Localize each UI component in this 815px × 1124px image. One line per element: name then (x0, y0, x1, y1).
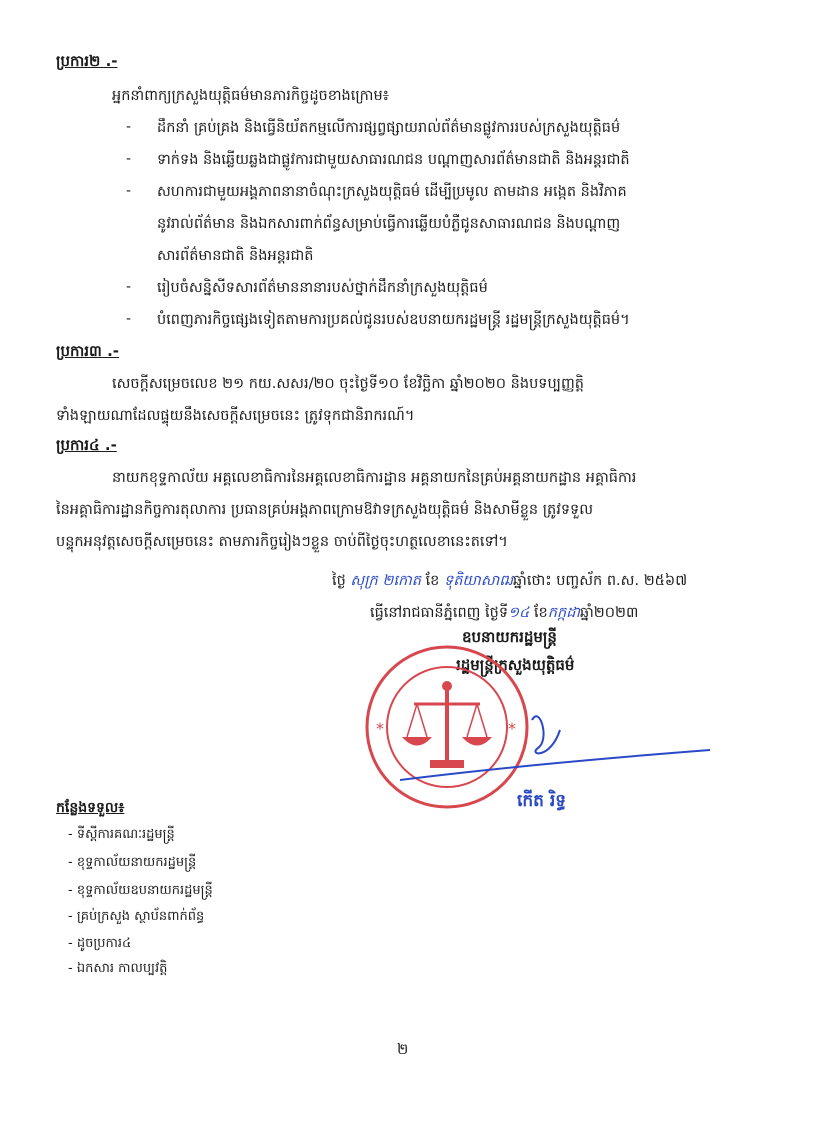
article-2-item-2: ទាក់ទង និងឆ្លើយឆ្លងជាផ្លូវការជាមួយសាធារណជន បណ្តាញសារព័ត៌មានជាតិ និងអន្តរជាតិ (157, 152, 630, 168)
signature-title-2: រដ្ឋមន្ត្រីក្រសួងយុត្តិធម៌ (456, 656, 575, 674)
bullet-dash: - (126, 183, 132, 199)
article-4-title: ប្រការ៤ .- (56, 436, 117, 454)
recipient-item: - គ្រប់ក្រសួង ស្ថាប័នពាក់ព័ន្ធ (68, 909, 205, 924)
solar-day-handwritten: ១៤ (508, 605, 530, 621)
solar-suffix: ឆ្នាំ២០២៣ (579, 605, 639, 621)
lunar-num-handwritten: ២កោត (382, 573, 421, 589)
article-2-item-4: រៀបចំសន្និសីទសារព័ត៌មាននានារបស់ថ្នាក់ដឹកនាំក្រសួងយុត្តិធម៌ (157, 280, 488, 296)
article-3-line-2: ទាំងឡាយណាដែលផ្ទុយនឹងសេចក្តីសម្រេចនេះ ត្រូវទុកជានិរាករណ៍។ (56, 408, 415, 424)
lunar-month-label: ខែ (425, 573, 440, 589)
solar-prefix: ធ្វើនៅរាជធានីភ្នំពេញ ថ្ងៃទី (370, 605, 509, 621)
signature-title-1: ឧបនាយករដ្ឋមន្ត្រី (462, 628, 557, 646)
recipient-item: - ដូចប្រការ៤ (68, 936, 132, 951)
article-2-item-1: ដឹកនាំ គ្រប់គ្រង និងធ្វើនិយ័តកម្មលើការផ្សព្វផ្សាយរាល់ព័ត៌មានផ្លូវការរបស់ក្រសួងយុត្តិធម៌ (157, 120, 621, 136)
signatory-name: កើត រិទ្ធ (517, 791, 567, 811)
solar-month-label: ខែ (533, 605, 548, 621)
article-2-item-3-line-1: សហការជាមួយអង្គភាពនានាចំណុះក្រសួងយុត្តិធម៌ ដើម្បីប្រមូល តាមដាន អង្កេត និងវិភាគ (157, 184, 627, 200)
lunar-date-line (332, 565, 687, 597)
recipient-item: - ឯកសារ កាលប្បវត្តិ (68, 961, 168, 976)
article-2-item-3-line-3: សារព័ត៌មានជាតិ និងអន្តរជាតិ (157, 248, 314, 264)
bullet-dash: - (126, 151, 132, 167)
bullet-dash: - (126, 279, 132, 295)
lunar-month-handwritten: ទុតិយាសាឍ (444, 573, 514, 589)
article-2-item-5: បំពេញភារកិច្ចផ្សេងទៀតតាមការប្រគល់ជូនរបស់ឧបនាយករដ្ឋមន្ត្រី រដ្ឋមន្ត្រីក្រសួងយុត្តិធម៌។ (157, 312, 630, 328)
article-2-intro: អ្នកនាំពាក្យក្រសួងយុត្តិធម៌មានភារកិច្ចដូចខាងក្រោម៖ (112, 88, 390, 104)
recipient-item: - ខុទ្ទកាល័យនាយករដ្ឋមន្ត្រី (68, 855, 197, 870)
recipient-item: - ទីស្តីការគណៈរដ្ឋមន្ត្រី (68, 827, 175, 842)
lunar-suffix: ឆ្នាំថោះ បញ្ចស័ក ព.ស. ២៥៦៧ (513, 573, 688, 589)
article-4-line-1: នាយកខុទ្ទកាល័យ អគ្គលេខាធិការនៃអគ្គលេខាធិការដ្ឋាន អគ្គនាយកនៃគ្រប់អគ្គនាយកដ្ឋាន អគ្គាធិការ (112, 470, 637, 486)
recipients-title: កន្លែងទទួល៖ (56, 800, 125, 816)
article-4-line-3: បន្ទុកអនុវត្តសេចក្តីសម្រេចនេះ តាមភារកិច្ចរៀងៗខ្លួន ចាប់ពីថ្ងៃចុះហត្ថលេខានេះតទៅ។ (56, 534, 508, 550)
article-4-line-2: នៃអគ្គាធិការដ្ឋានកិច្ចការតុលាការ ប្រធានគ្រប់អង្គភាពក្រោមឱវាទក្រសួងយុត្តិធម៌ និងសាមីខ្លួន ត្រូវទទួល (56, 502, 594, 518)
lunar-day-handwritten: សុក្រ (350, 573, 378, 589)
page-number: ២ (397, 1040, 409, 1058)
bullet-dash: - (126, 119, 132, 135)
article-3-title: ប្រការ៣ .- (56, 342, 119, 360)
solar-month-handwritten: កក្កដា (547, 605, 580, 621)
bullet-dash: - (126, 311, 132, 327)
article-2-title: ប្រការ២ .- (56, 52, 118, 70)
recipient-item: - ខុទ្ទកាល័យឧបនាយករដ្ឋមន្ត្រី (68, 883, 213, 898)
article-2-item-3-line-2: នូវរាល់ព័ត៌មាន និងឯកសារពាក់ព័ន្ធសម្រាប់ធ្វើការឆ្លើយបំភ្លឺជូនសាធារណជន និងបណ្តាញ (157, 216, 621, 232)
article-3-line-1: សេចក្តីសម្រេចលេខ ២១ កយ.សសរ/២០ ចុះថ្ងៃទី១០ ខែវិច្ឆិកា ឆ្នាំ២០២០ និងបទប្បញ្ញត្តិ (112, 376, 585, 392)
handwritten-signature (400, 700, 720, 790)
svg-text:*: * (508, 719, 516, 738)
svg-text:*: * (376, 719, 384, 738)
lunar-prefix: ថ្ងៃ (332, 573, 346, 589)
solar-date-line (370, 597, 638, 629)
